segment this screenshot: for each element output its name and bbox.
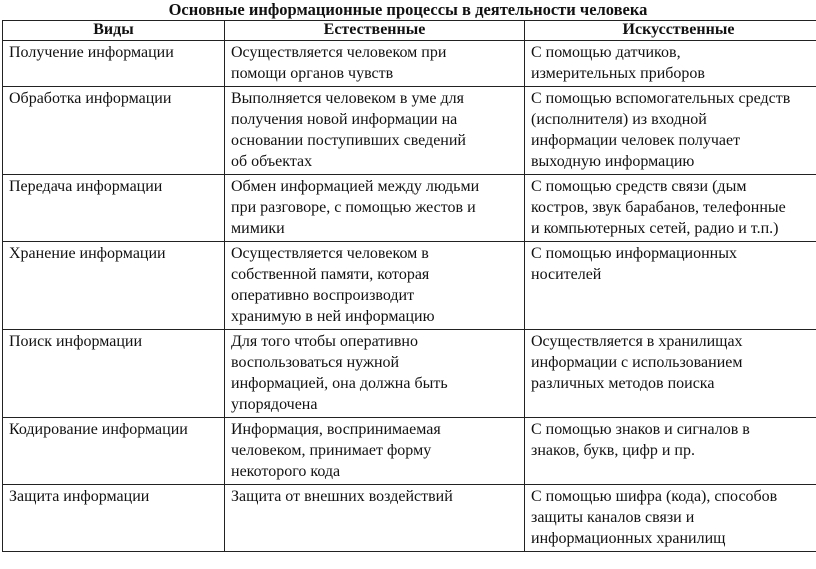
natural-text-line: упорядочена [231,396,318,413]
artificial-text-line: С помощью датчиков, [531,44,681,61]
artificial-text-line: информации человек получает [531,132,741,149]
artificial-text-line: различных методов поиска [531,375,715,392]
artificial-text-line: С помощью шифра (кода), способов [531,488,778,505]
natural-text-line: Для того чтобы оперативно [231,333,418,350]
artificial-text-line: С помощью вспомогательных средств [531,90,791,107]
natural-text-line: оперативно воспроизводит [231,287,415,304]
artificial-method-cell [525,87,816,175]
natural-text-line: Осуществляется человеком при [231,44,447,61]
artificial-text-line: выходную информацию [531,153,695,170]
artificial-text-line: защиты каналов связи и [531,509,695,526]
natural-text-line: основании поступивших сведений [231,132,466,149]
table-row [3,41,816,87]
process-kind-cell: Передача информации [3,175,225,242]
table-row [3,485,816,552]
process-kind-cell: Обработка информации [3,87,225,175]
table-row [3,87,816,175]
table-row [3,418,816,485]
artificial-text-line: С помощью информационных [531,245,737,262]
header-artificial: Искусственные [525,21,816,41]
artificial-text-line: информации с использованием [531,354,743,371]
process-kind-cell: Защита информации [3,485,225,552]
natural-text-line: собственной памяти, которая [231,266,430,283]
artificial-method-cell [525,242,816,330]
natural-method-cell [225,175,525,242]
artificial-method-cell [525,485,816,552]
table-body [3,41,816,552]
table-row [3,330,816,418]
natural-text-line: хранимую в ней информацию [231,308,435,325]
artificial-text-line: информационных хранилищ [531,530,726,547]
header-kinds: Виды [3,21,225,41]
artificial-text-line: С помощью средств связи (дым [531,178,747,195]
natural-text-line: информацией, она должна быть [231,375,448,392]
natural-method-cell [225,485,525,552]
artificial-text-line: измерительных приборов [531,65,705,82]
natural-text-line: получения новой информации на [231,111,458,128]
process-kind-cell: Кодирование информации [3,418,225,485]
artificial-method-cell [525,418,816,485]
natural-text-line: Защита от внешних воздействий [231,488,453,505]
natural-method-cell [225,418,525,485]
artificial-text-line: С помощью знаков и сигналов в [531,421,750,438]
artificial-method-cell [525,41,816,87]
process-kind-cell: Поиск информации [3,330,225,418]
artificial-text-line: (исполнителя) из входной [531,111,707,128]
table-row [3,242,816,330]
natural-text-line: помощи органов чувств [231,65,394,82]
artificial-text-line: и компьютерных сетей, радио и т.п.) [531,220,779,237]
natural-text-line: воспользоваться нужной [231,354,400,371]
process-kind-cell: Получение информации [3,41,225,87]
artificial-text-line: костров, звук барабанов, телефонные [531,199,786,216]
natural-method-cell [225,330,525,418]
header-natural: Естественные [225,21,525,41]
natural-method-cell [225,87,525,175]
natural-method-cell [225,41,525,87]
natural-text-line: Обмен информацией между людьми [231,178,480,195]
page-title: Основные информационные процессы в деятельности человека [168,0,648,19]
natural-text-line: Информация, воспринимаемая [231,421,441,438]
processes-table [2,20,816,552]
natural-text-line: некоторого кода [231,463,341,480]
artificial-text-line: знаков, букв, цифр и пр. [531,442,695,459]
artificial-text-line: носителей [531,266,602,283]
artificial-method-cell [525,175,816,242]
natural-text-line: Выполняется человеком в уме для [231,90,464,107]
natural-text-line: об объектах [231,153,313,170]
natural-text-line: при разговоре, с помощью жестов и [231,199,476,216]
artificial-text-line: Осуществляется в хранилищах [531,333,743,350]
natural-text-line: человеком, принимает форму [231,442,432,459]
process-kind-cell: Хранение информации [3,242,225,330]
table-header-row [3,21,816,41]
natural-text-line: мимики [231,220,285,237]
table-row [3,175,816,242]
natural-method-cell [225,242,525,330]
artificial-method-cell [525,330,816,418]
natural-text-line: Осуществляется человеком в [231,245,429,262]
